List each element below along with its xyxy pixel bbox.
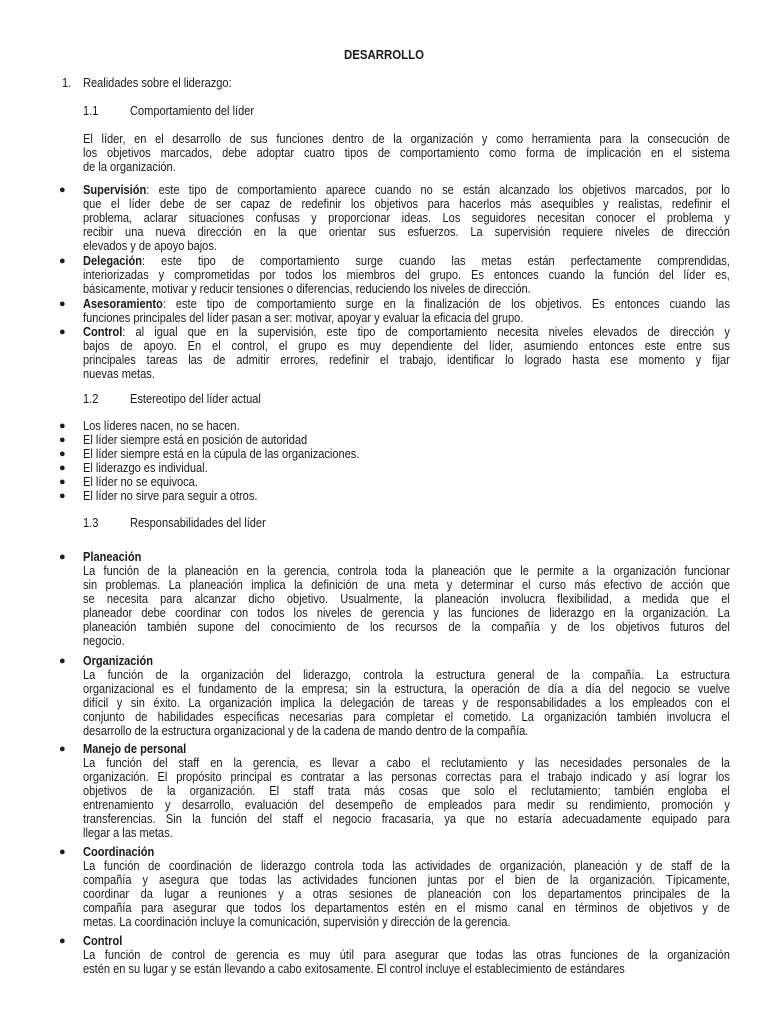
line-text: organizacional es el fundamento de la empresa; sin la estructura, la operación de día a día del negocio se vuelve (83, 682, 730, 696)
subsection-number: 1.2 (83, 391, 99, 406)
paragraph-line (83, 873, 730, 887)
line-text: llegar a las metas. (83, 826, 173, 840)
responsibility-heading-row (83, 550, 152, 564)
paragraph-line (83, 211, 730, 225)
paragraph-line (83, 225, 730, 239)
paragraph-line (83, 724, 730, 738)
stereotype-item (83, 419, 267, 433)
responsibility-heading: Manejo de personal (83, 741, 187, 756)
paragraph-line (83, 606, 730, 620)
line-text: bajos de apoyo. En el control, el grupo es muy dependiente del líder, asumiendo entonces este entre sus (83, 339, 730, 353)
document-title: DESARROLLO (343, 47, 425, 62)
responsibility-paragraph (83, 564, 730, 648)
line-text: se necesita para alcanzar dicho objetivo. Usualmente, la planeación involucra flexibilidad, a medida que el (83, 592, 730, 606)
line-text: conjunto de habilidades específicas necesarias para completar el cometido. La organización también involucra el (83, 710, 730, 724)
responsibility-heading: Organización (83, 653, 154, 668)
paragraph-line (83, 634, 730, 648)
paragraph-line (83, 578, 730, 592)
paragraph-line (83, 160, 730, 174)
section-1-label (83, 76, 258, 90)
bullet-icon: ● (59, 551, 66, 563)
paragraph-line (83, 696, 730, 710)
line-text: La función de control de gerencia es muy útil para asegurar que todas las otras funciones de la organización (83, 948, 730, 962)
stereotype-item (83, 461, 230, 475)
responsibility-paragraph (83, 668, 730, 738)
line-text: : este tipo de comportamiento surge cuando las metas están perfectamente comprendidas, (141, 254, 730, 268)
paragraph-line (83, 798, 730, 812)
line-text: La función de la planeación en la gerencia, controla toda la planeación que le permite a la organización funcionar (83, 564, 730, 578)
paragraph-line (83, 367, 730, 381)
bullet-icon: ● (59, 448, 66, 460)
subsection-number: 1.1 (83, 103, 99, 118)
line-text: interiorizadas y comprometidas por todos los miembros del grupo. Es entonces cuando la función del líder es, (83, 268, 730, 282)
paragraph-line (83, 770, 730, 784)
line-text: negocio. (83, 634, 125, 648)
responsibility-paragraph (83, 948, 730, 976)
line-text: : este tipo de comportamiento aparece cuando no se están alcanzado los objetivos marcados, por lo (146, 183, 730, 197)
paragraph-line (83, 812, 730, 826)
section-label: Realidades sobre el liderazgo: (83, 75, 232, 90)
line-text: compañía y asegura que todas las actividades funcionen juntas por el bien de la organización. Típicamente, (83, 873, 730, 887)
bullet-icon: ● (59, 462, 66, 474)
paragraph-line (83, 620, 730, 634)
line-text: : este tipo de comportamiento surge en la finalización de los objetivos. Es entonces cuando las (162, 297, 730, 311)
subsection-1-3-label (130, 516, 290, 530)
bullet-icon: ● (59, 476, 66, 488)
paragraph-line (83, 325, 730, 339)
paragraph-line (83, 887, 730, 901)
responsibility-heading-row (83, 934, 129, 948)
subsection-1-1-label (130, 104, 276, 118)
paragraph-line (83, 682, 730, 696)
behavior-item (83, 183, 730, 253)
subsection-label: Estereotipo del líder actual (130, 391, 261, 406)
paragraph-line (83, 353, 730, 367)
behavior-item (83, 297, 730, 325)
line-text: planeador debe coordinar con todos los niveles de gerencia y las funciones de liderazgo en la organización. La (83, 606, 730, 620)
stereotype-text: El líder no se equivoca. (83, 474, 198, 489)
paragraph-line (83, 339, 730, 353)
paragraph-line (83, 784, 730, 798)
subsection-1-1-number (83, 104, 101, 118)
subsection-label: Responsabilidades del líder (130, 515, 266, 530)
subsection-label: Comportamiento del líder (130, 103, 255, 118)
bullet-icon: ● (59, 298, 66, 310)
paragraph-line (83, 564, 730, 578)
paragraph-line (83, 132, 730, 146)
paragraph-line (83, 901, 730, 915)
subsection-1-2-label (130, 392, 284, 406)
intro-paragraph (83, 132, 730, 174)
paragraph-line (83, 962, 730, 976)
line-text: : al igual que en la supervisión, este tipo de comportamiento necesita niveles elevados de dirección y (122, 325, 730, 339)
line-text: elevados y de apoyo bajos. (83, 239, 217, 253)
behavior-term: Control (83, 325, 123, 339)
behavior-term: Delegación (83, 254, 142, 268)
paragraph-line (83, 915, 730, 929)
paragraph-line (83, 756, 730, 770)
line-text: planeación también supone del conocimiento de los recursos de la compañía y de los objetivos futuros del (83, 620, 730, 634)
line-text: desarrollo de la estructura organizacional y de la cadena de mando dentro de la compañía. (83, 724, 529, 738)
paragraph-line (83, 146, 730, 160)
behavior-term: Asesoramiento (83, 297, 163, 311)
behavior-item (83, 254, 730, 296)
paragraph-line (83, 197, 730, 211)
line-text: difícil y sin éxito. La organización implica la delegación de tareas y de responsabilidades a los empleados con el (83, 696, 730, 710)
line-text: nuevas metas. (83, 367, 155, 381)
paragraph-line (83, 710, 730, 724)
line-text: El líder, en el desarrollo de sus funciones dentro de la organización y como herramienta para la consecución de (83, 132, 730, 146)
behavior-item (83, 325, 730, 381)
paragraph-line (83, 183, 730, 197)
paragraph-line (83, 311, 730, 325)
responsibility-heading: Control (83, 933, 123, 948)
bullet-icon: ● (59, 935, 66, 947)
paragraph-line (83, 592, 730, 606)
subsection-1-3-number (83, 516, 101, 530)
bullet-icon: ● (59, 420, 66, 432)
responsibility-heading: Planeación (83, 549, 142, 564)
section-number: 1. (62, 75, 72, 90)
section-1-number (62, 76, 73, 90)
paragraph-line (83, 668, 730, 682)
line-text: metas. La coordinación incluye la comunicación, supervisión y dirección de la gerencia. (83, 915, 511, 929)
bullet-icon: ● (59, 846, 66, 858)
stereotype-item (83, 475, 218, 489)
bullet-icon: ● (59, 490, 66, 502)
bullet-icon: ● (59, 655, 66, 667)
stereotype-text: Los líderes nacen, no se hacen. (83, 418, 240, 433)
paragraph-line (83, 268, 730, 282)
line-text: sin problemas. La planeación implica la definición de una meta y determinar el curso más efectivo de acción que (83, 578, 730, 592)
paragraph-line (83, 254, 730, 268)
paragraph-line (83, 239, 730, 253)
stereotype-item (83, 433, 347, 447)
paragraph-line (83, 826, 730, 840)
line-text: entrenamiento y desarrollo, evaluación del desempeño de empleados para medir su rendimiento, promoción y (83, 798, 730, 812)
line-text: La función de la organización del liderazgo, controla la estructura general de la compañía. La estructura (83, 668, 730, 682)
line-text: principales tareas las de admitir errores, redefinir el trabajo, identificar lo logrado hasta ese momento y fijar (83, 353, 730, 367)
responsibility-heading-row (83, 845, 167, 859)
line-text: de la organización. (83, 160, 176, 174)
line-text: recibir una nueva dirección en la que orientar sus esfuerzos. La supervisión requiere niveles de dirección (83, 225, 730, 239)
responsibility-paragraph (83, 756, 730, 840)
stereotype-text: El líder siempre está en posición de autoridad (83, 432, 308, 447)
stereotype-item (83, 489, 288, 503)
bullet-icon: ● (59, 184, 66, 196)
line-text: que el líder debe de ser capaz de redefinir los objetivos para hacerlos más asequibles y realistas, redefinir el (83, 197, 730, 211)
line-text: los objetivos marcados, debe adoptar cuatro tipos de comportamiento como forma de implicación en el sistema (83, 146, 730, 160)
stereotype-text: El liderazgo es individual. (83, 460, 208, 475)
subsection-1-2-number (83, 392, 101, 406)
line-text: coordinar da lugar a reuniones y a otras sesiones de planeación con los departamentos principales de la (83, 887, 730, 901)
line-text: objetivos de la organización. El staff trata más cosas que solo el reclutamiento; también engloba el (83, 784, 730, 798)
subsection-number: 1.3 (83, 515, 99, 530)
bullet-icon: ● (59, 255, 66, 267)
behavior-term: Supervisión (83, 183, 147, 197)
responsibility-heading: Coordinación (83, 844, 155, 859)
paragraph-line (83, 297, 730, 311)
line-text: problema, aclarar situaciones confusas y proporcionar ideas. Los seguidores necesitan conocer el problema y (83, 211, 730, 225)
line-text: funciones principales del líder pasan a ser: motivar, apoyar y evaluar la eficacia del grupo. (83, 311, 524, 325)
paragraph-line (83, 282, 730, 296)
line-text: La función del staff en la gerencia, es llevar a cabo el reclutamiento y las necesidades personales de la (83, 756, 730, 770)
bullet-icon: ● (59, 326, 66, 338)
stereotype-item (83, 447, 408, 461)
responsibility-heading-row (83, 742, 204, 756)
paragraph-line (83, 948, 730, 962)
stereotype-text: El líder no sirve para seguir a otros. (83, 488, 258, 503)
line-text: organización. El propósito principal es contratar a las personas correctas para el trabajo indicado y así lograr los (83, 770, 730, 784)
stereotype-text: El líder siempre está en la cúpula de las organizaciones. (83, 446, 360, 461)
paragraph-line (83, 859, 730, 873)
bullet-icon: ● (59, 743, 66, 755)
responsibility-heading-row (83, 654, 165, 668)
line-text: básicamente, motivar y reducir tensiones o diferencias, reduciendo los niveles de dirección. (83, 282, 531, 296)
line-text: La función de coordinación de liderazgo controla toda las actividades de organización, planeación y de staff de la (83, 859, 730, 873)
bullet-icon: ● (59, 434, 66, 446)
line-text: transferencias. Sin la función del staff el negocio fracasaría, ya que no estaría adecuadamente equipado para (83, 812, 730, 826)
line-text: compañía para asegurar que todos los departamentos estén en el mismo canal en términos de objetivos y de (83, 901, 730, 915)
responsibility-paragraph (83, 859, 730, 929)
line-text: estén en su lugar y se están llevando a cabo exitosamente. El control incluye el establecimiento de estándares (83, 962, 625, 976)
